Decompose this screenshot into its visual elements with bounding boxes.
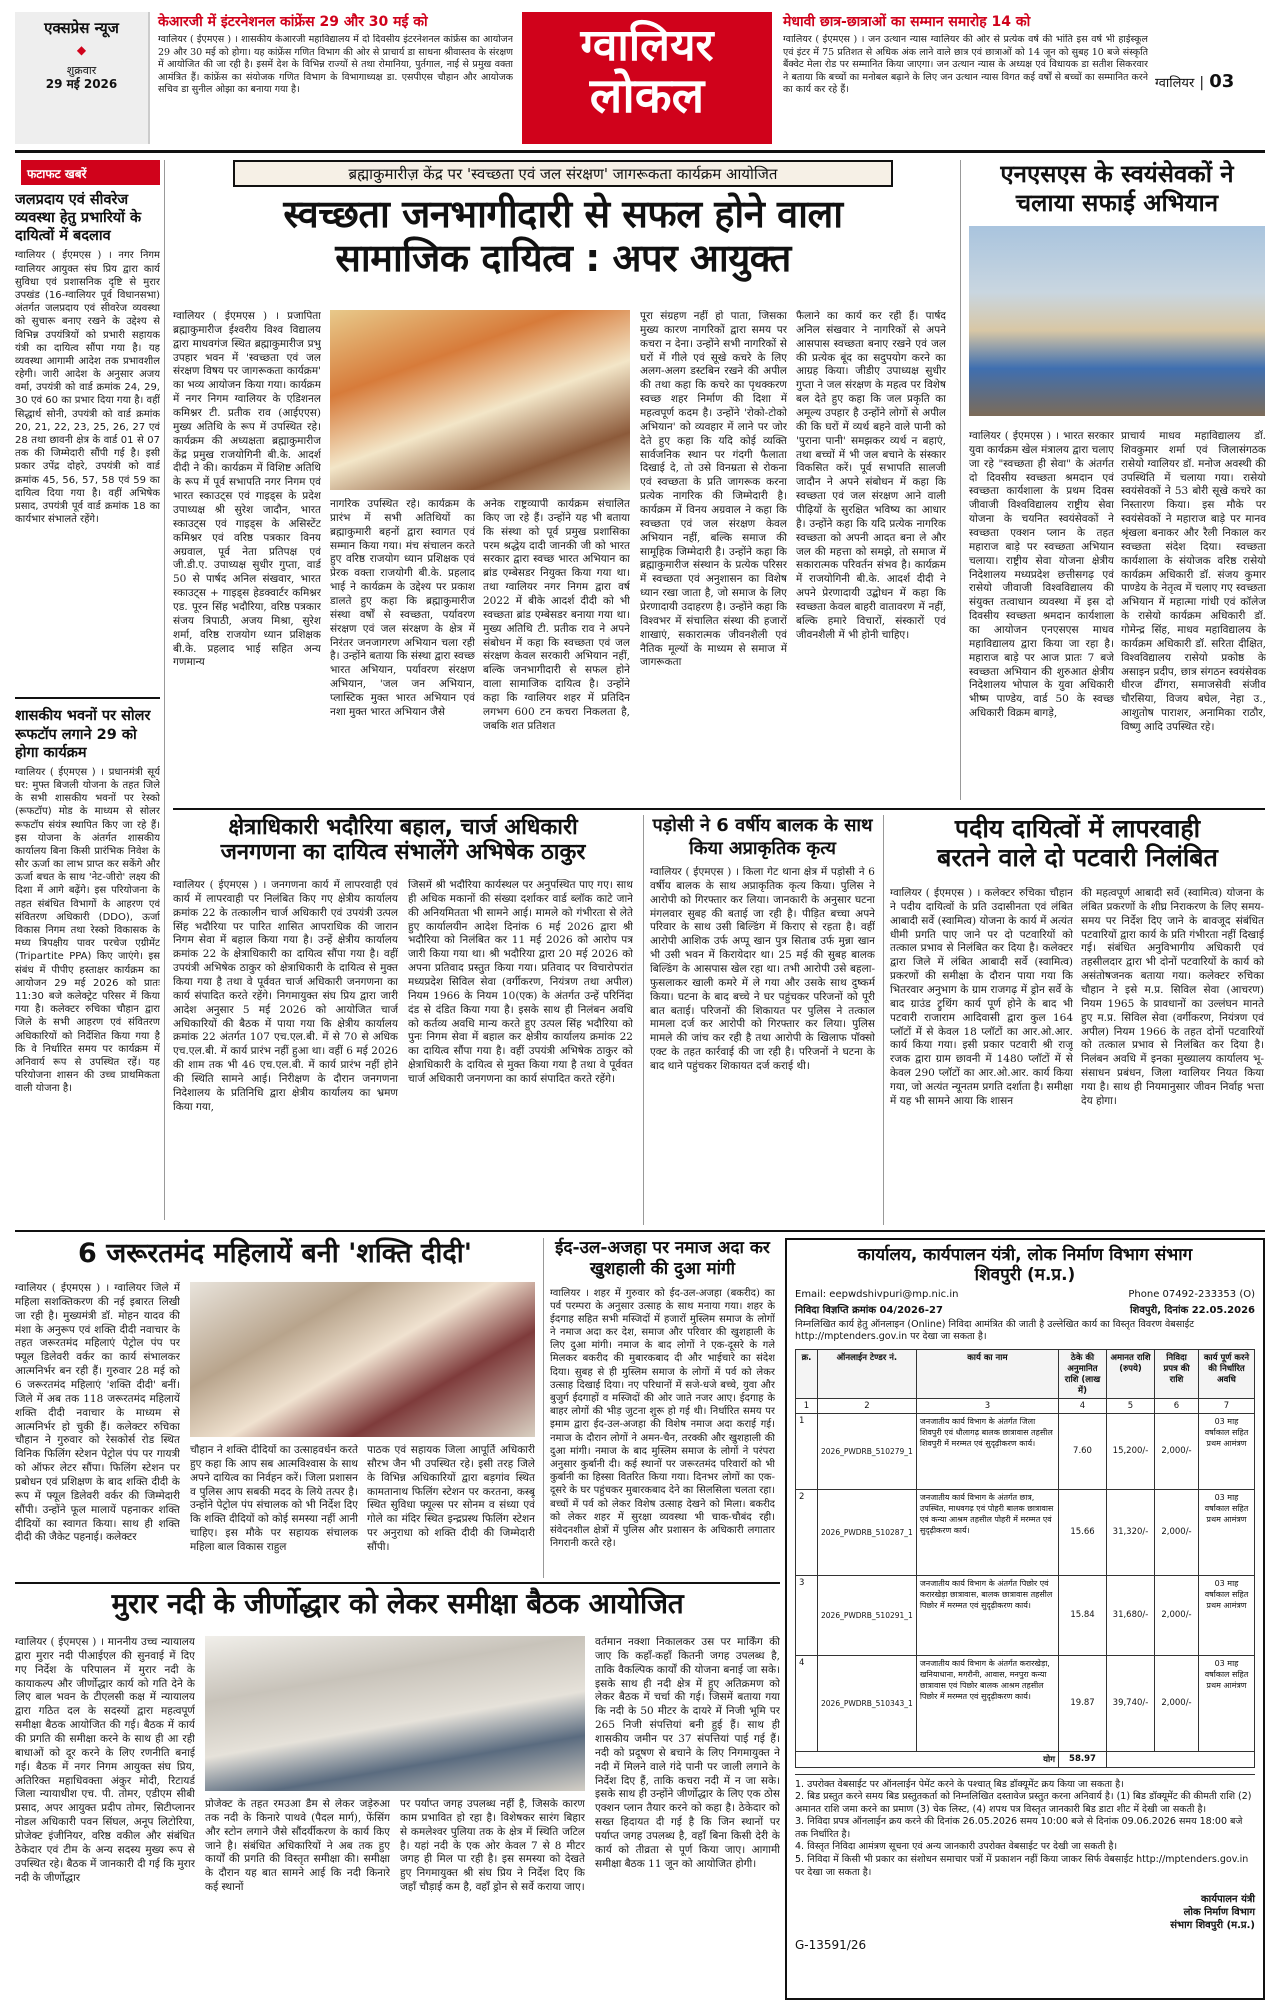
padosi-body: ग्वालियर ( ईएमएस ) । किला गेट थाना क्षेत्र में पड़ोसी ने 6 वर्षीय बालक के साथ अप्राकृतिक कृत्य किया। पुलिस ने आरोपी को गिरफ्तार कर लिया। जानकारी के अनुसार घटना मंगलवार सुबह की बताई जा रही है। पीड़ित बच्चा अपने परिवार के साथ उसी बिल्डिंग में किराए से रहता है। वहीं आरोपी आशिक उर्फ अप्पू खान पुत्र सिताब उर्फ मुन्ना खान भी उसी भवन में किरायेदार था। 25 मई की सुबह बालक बिल्डिंग के आसपास खेल रहा था। तभी आरोपी उसे बहला-फुसलाकर खाली कमरे में ले गया और उसके साथ दुष्कर्म किया। घटना के बाद बच्चे ने घर पहुंचकर परिजनों को पूरी बात बताई। परिजनों की शिकायत पर पुलिस ने तत्काल मामला दर्ज कर आरोपी को गिरफ्तार कर लिया। पुलिस मामले की जांच कर रही है तथा आरोपी के खिलाफ पॉक्सो एक्ट के तहत कार्रवाई की जा रही है। परिजनों ने घटना के बाद थाने पहुंचकर शिकायत दर्ज कराई थी।: [650, 866, 875, 1073]
section-rule-1: [173, 808, 1265, 810]
title-line2: लोकल: [589, 68, 705, 125]
title-block: [522, 12, 772, 144]
tender-note: 1. उपरोक्त वेबसाईट पर ऑनलाईन पेमेंट करने के पश्चात् बिड डॉक्यूमेंट क्रय किया जा सकता है।: [795, 1778, 1124, 1790]
shakti-col-b2: पाठक एवं सहायक जिला आपूर्ति अधिकारी सौरभ जैन भी उपस्थित रहे। इसी तरह जिले के विभिन्न अधिकारियों द्वारा बड़गांव स्थित कामतानाथ फिलिंग स्टेशन पर करतना, कस्बू स्थित सुविधा फ्यूल्स पर सोनम व संध्या एवं गोले का मंदिर स्थित इन्द्रप्रस्थ फिलिंग स्टेशन पर अनुराधा को शक्ति दीदी की जिम्मेदारी सौंपी।: [367, 1444, 535, 1554]
murar-col-b2: पर पर्याप्त जगह उपलब्ध नहीं है, जिसके कारण काम प्रभावित हो रहा है। विशेषकर सारंग बिहार से कमलेश्वर पुलिया तक के क्षेत्र में स्थिति जटिल है। यहां नदी के एक ओर केवल 7 से 8 मीटर जगह ही मिल पा रही है। इस समस्या को देखते हुए निगमायुक्त श्री संघ प्रिय ने निर्देश दिए कि जहाँ चौड़ाई कम है, वहाँ ड्रोन से सर्वे कराया जाए।: [400, 1798, 585, 1894]
top-left-story: [158, 14, 513, 142]
page-divider: |: [1199, 75, 1205, 91]
tender-table-colnums: [796, 1398, 1255, 1413]
tender-cell-no: 2026_PWDRB_510279_1: [818, 1413, 917, 1489]
tender-th: कार्य का नाम: [916, 1349, 1058, 1398]
fatafat-story1-headline: जलप्रदाय एवं सीवरेज व्यवस्था हेतु प्रभारियों के दायित्वों में बदलाव: [15, 192, 142, 245]
nss-col-2: प्राचार्य माधव महाविद्यालय डॉ. शिवकुमार शर्मा एवं जिलासंगठक रासेयो ग्वालियर डॉ. मनोज अवस्थी की उपस्थिति में चलाया गया। रासेयो स्वयंसेवकों ने 53 बोरी सूखे कचरे का निस्तारण किया। इस मौके पर स्वयंसेवकों ने महाराज बाड़े पर मानव श्रृंखला बनाकर और रैली निकाल कर स्वच्छता संदेश दिया। स्वच्छता कार्यशाला के संयोजक वरिष्ठ रासेयो कार्यक्रम अधिकारी डॉ. संजय कुमार पाण्डेय के नेतृत्व में चलाए गए स्वच्छता अभियान में महात्मा गांधी एवं कॉलेज के रासेयो कार्यक्रम अधिकारी डॉ. गोमेन्द्र सिंह, माधव महाविद्यालय के कार्यक्रम अधिकारी डॉ. सरिता दीक्षित, विश्वविद्यालय रासेयो प्रकोष्ठ के असाइन प्रदीप, छात्र संगठन स्वयंसेवक धीरज ढींगरा, समाजसेवी संजीव चौरसिया, विजय बघेल, नेहा उ., आशुतोष पाराशर, अनामिका राठौर, विष्णु आदि उपस्थित रहे।: [1121, 430, 1266, 734]
city-label: ग्वालियर: [1155, 76, 1195, 91]
lead-col-5: फैलाने का कार्य कर रही हैं। पार्षद अनिल संखवार ने नागरिकों से अपने आसपास स्वच्छता बनाए रखने एवं जल की प्रत्येक बूंद का सदुपयोग करने का आग्रह किया। जीडीए उपाध्यक्ष सुधीर गुप्ता ने जल संरक्षण के महत्व पर विशेष बल देते हुए कहा कि जल प्रकृति का अमूल्य उपहार है उन्होंने लोगों से अपील की कि घरों में व्यर्थ बहने वाले पानी को 'पुराना पानी' समझकर व्यर्थ न बहाएं, तथा बच्चों में भी जल बचाने के संस्कार विकसित करें। पूर्व सभापति सालजी जादौन ने अपने संबोधन में कहा कि स्वच्छता एवं जल संरक्षण आने वाली पीढ़ियों के सुरक्षित भविष्य का आधार है। उन्होंने कहा कि यदि प्रत्येक नागरिक स्वच्छता को अपनी आदत बना ले और जल की महत्ता को समझे, तो समाज में सकारात्मक परिवर्तन संभव है। कार्यक्रम में राजयोगिनी बी.के. आदर्श दीदी ने अपने प्रेरणादायी उद्बोधन में कहा कि स्वच्छता केवल बाहरी वातावरण में नहीं, बल्कि हमारे विचारों, संस्कारों एवं जीवनशैली में भी होनी चाहिए।: [796, 310, 946, 641]
tender-cell-no: 2026_PWDRB_510287_1: [818, 1489, 917, 1575]
tender-cell-sr: 3: [796, 1575, 818, 1655]
tender-cell-amount: 7.60: [1059, 1413, 1107, 1489]
tender-total-empty: [1107, 1751, 1255, 1767]
tender-cell-emd: 31,320/-: [1107, 1489, 1155, 1575]
masthead-rule: [15, 150, 1265, 153]
tender-colnum: 4: [1059, 1398, 1107, 1413]
lead-col-3: अनेक राष्ट्रव्यापी कार्यक्रम संचालित किए जा रहे हैं। उन्होंने यह भी बताया कि संस्था को पूर्व प्रमुख प्रशासिका परम श्रद्धेय दादी जानकी जी को भारत सरकार द्वारा स्वच्छ भारत अभियान का ब्रांड एम्बेसडर नियुक्त किया गया था। तथा ग्वालियर नगर निगम द्वारा वर्ष 2022 में बीके आदर्श दीदी को भी स्वच्छता ब्रांड एम्बेसडर बनाया गया था। मुख्य अतिथि टी. प्रतीक राव ने अपने संबोधन में कहा कि स्वच्छता एवं जल संरक्षण केवल सरकारी अभियान नहीं, बल्कि जनभागीदारी से सफल होने वाला सामाजिक दायित्व है। उन्होंने कहा कि ग्वालियर शहर में प्रतिदिन लगभग 600 टन कचरा निकलता है, जबकि शत प्रतिशत: [483, 498, 630, 732]
tender-code: G-13591/26: [795, 1938, 867, 1953]
top-left-headline: केआरजी में इंटरनेशनल कांफ्रेंस 29 और 30 मई को: [158, 14, 428, 30]
top-right-story: [783, 14, 1148, 142]
padosi-story: [643, 815, 875, 1225]
tender-cell-amount: 15.66: [1059, 1489, 1107, 1575]
tender-cell-period: 03 माह वर्षाकाल सहित प्रथम आमंत्रण: [1199, 1575, 1255, 1655]
nss-story: [960, 160, 1265, 800]
tender-notice: [785, 1238, 1265, 2000]
tender-note: 4. विस्तृत निविदा आमंत्रण सूचना एवं अन्य जानकारी उपरोक्त वेबसाईट पर देखी जा सकती है।: [795, 1841, 1118, 1853]
shakti-col-left: ग्वालियर ( ईएमएस ) । ग्वालियर जिले में महिला सशक्तिकरण की नई इबारत लिखी जा रही है। मुख्यमंत्री डॉ. मोहन यादव की मंशा के अनुरूप एवं शक्ति दीदी नवाचार के तहत जरूरतमंद महिलाएं पेट्रोल पंप पर फ्यूल डिलेवरी वर्कर का कार्य संभालकर आत्मनिर्भर बन रही हैं। गुरुवार 28 मई को 6 जरूरतमंद महिलाएं 'शक्ति दीदी' बनीं। जिले में अब तक 118 जरूरतमंद महिलायें शक्ति दीदी नवाचार के माध्यम से आत्मनिर्भर हो चुकी हैं। कलेक्टर रुचिका चौहान ने गुरुवार को रेसकोर्स रोड स्थित विनिक फिलिंग स्टेशन पेट्रोल पंप पर गायत्री को ऑफर लेटर सौंपा। फिलिंग स्टेशन पर प्रबोधन एवं प्रशिक्षण के बाद शक्ति दीदी के रूप में फ्यूल डिलेवरी वर्कर की जिम्मेदारी सौंपी। उन्होंने फूल मालायें पहनाकर शक्ति दीदियों का स्वागत किया। साथ ही शक्ति दीदी की जैकेट पहनाई। कलेक्टर: [15, 1282, 180, 1544]
shakti-photo: [190, 1282, 535, 1437]
patwari-story: [883, 815, 1265, 1225]
tender-cell-emd: 15,200/-: [1107, 1413, 1155, 1489]
tender-colnum: 5: [1107, 1398, 1155, 1413]
tender-colnum: 2: [818, 1398, 917, 1413]
murar-photo: [205, 1636, 585, 1791]
tender-cell-form: 2,000/-: [1155, 1413, 1199, 1489]
tender-cell-sr: 1: [796, 1413, 818, 1489]
lead-col-1: ग्वालियर ( ईएमएस ) । प्रजापिता ब्रह्माकुमारीज ईश्वरीय विश्व विद्यालय द्वारा माधवगंज स्थित ब्रह्माकुमारीज प्रभु उपहार भवन में 'स्वच्छता एवं जल संरक्षण विषय पर जागरूकता कार्यक्रम' का भव्य आयोजन किया गया। कार्यक्रम में नगर निगम ग्वालियर के एडिशनल कमिश्नर टी. प्रतीक राव (आईएएस) मुख्य अतिथि के रूप में उपस्थित रहे। कार्यक्रम की अध्यक्षता ब्रह्माकुमारीज केंद्र प्रमुख राजयोगिनी बी.के. आदर्श दीदी ने की। कार्यक्रम में विशिष्ट अतिथि के रूप में पूर्व सभापति नगर निगम एवं भारत स्काउट्स एवं गाइड्स के प्रदेश उपाध्यक्ष श्री सुरेश जादौन, भारत स्काउट्स एवं गाइड्स के असिस्टेंट कमिश्नर एवं वरिष्ठ पत्रकार विनय अग्रवाल, पूर्व नेता प्रतिपक्ष एवं जी.डी.ए. उपाध्यक्ष सुधीर गुप्ता, वार्ड 50 से पार्षद अनिल संखवार, भारत स्काउट्स + गाइड्स हेडक्वार्टर कमिश्नर एड. पूरन सिंह भदौरिया, वरिष्ठ पत्रकार संजय त्रिपाठी, अजय मिश्रा, सुरेश शर्मा, वरिष्ठ राजयोग ध्यान प्रशिक्षक बी.के. प्रहलाद भाई सहित अन्य गणमान्य: [173, 310, 321, 669]
patwari-col-2: की महत्वपूर्ण आबादी सर्वे (स्वामित्व) योजना के लंबित प्रकरणों के शीघ्र निराकरण के लिए समय-समय पर निर्देश दिए जाने के बावजूद संबंधित पटवारियों द्वारा कार्य के प्रति गंभीरता नहीं दिखाई गई। संबंधित अनुविभागीय अधिकारी एवं तहसीलदार द्वारा भी दोनों पटवारियों के कार्य को असंतोषजनक बताया गया। कलेक्टर रुचिका चौहान ने इसे म.प्र. सिविल सेवा (आचरण) नियम 1965 के प्रावधानों का उल्लंघन मानते हुए म.प्र. सिविल सेवा (वर्गीकरण, नियंत्रण एवं अपील) नियम 1966 के तहत दोनों पटवारियों को तत्काल प्रभाव से निलंबित कर दिया है। निलंबन अवधि में इनका मुख्यालय कार्यालय भू-संसाधन प्रबंधन, जिला ग्वालियर नियत किया गया है। साथ ही नियमानुसार जीवन निर्वाह भत्ता देय होगा।: [1081, 887, 1264, 1107]
murar-story: [15, 1588, 780, 2000]
tender-cell-period: 03 माह वर्षाकाल सहित प्रथम आमंत्रण: [1199, 1655, 1255, 1751]
tender-email: Email: eepwdshivpuri@mp.nic.in: [795, 1289, 959, 1301]
top-right-body: ग्वालियर ( ईएमएस ) । जन उत्थान न्यास ग्वालियर की ओर से प्रत्येक वर्ष की भांति इस वर्ष भी हाईस्कूल एवं इंटर में 75 प्रतिशत से अधिक अंक लाने वाले छात्र एवं छात्राओं को 14 जून को सुबह 10 बजे संस्कृति बैंक्वेट मेला रोड पर सम्मानित किया जाएगा। जन उत्थान न्यास के अध्यक्ष एवं विधायक डा सतीश सिकरवार ने बताया कि बच्चों का मनोबल बढ़ाने के लिए जन उत्थान न्यास विगत कई वर्षों से बच्चों का सम्मानित करने का कार्य कर रहे हैं।: [783, 34, 1148, 96]
patwari-col-1: ग्वालियर ( ईएमएस ) । कलेक्टर रुचिका चौहान ने पदीय दायित्वों के प्रति उदासीनता एवं लंबित आबादी सर्वे (स्वामित्व) योजना के कार्य में अत्यंत धीमी प्रगति पाए जाने पर दो पटवारियों को तत्काल प्रभाव से निलंबित कर दिया है। कलेक्टर द्वारा जिले में लंबित आबादी सर्वे (स्वामित्व) प्रकरणों की समीक्षा के दौरान पाया गया कि भितरवार अनुभाग के ग्राम राजगढ़ में ड्रोन सर्वे के बाद ग्राउंड ट्रुथिंग कार्य पूर्ण होने के बाद भी पटवारी राजाराम आदिवासी द्वारा कुल 164 प्लॉटों में से केवल 18 प्लॉटों का आर.ओ.आर. कार्य किया गया। इसी प्रकार पटवारी श्री राजू रजक द्वारा ग्राम छावनी में 1480 प्लॉटों में से केवल 290 प्लॉटों का आर.ओ.आर. कार्य किया गया, जो अत्यंत न्यूनतम प्रगति दर्शाता है। समीक्षा में यह भी सामने आया कि शासन: [890, 887, 1073, 1107]
signature-line-1: कार्यपालन यंत्री: [1200, 1894, 1255, 1906]
top-right-headline: मेधावी छात्र-छात्राओं का सम्मान समारोह 14 को: [783, 14, 1031, 30]
bhadoria-col-2: जिसमें श्री भदौरिया कार्यस्थल पर अनुपस्थित पाए गए। साथ ही अधिक मकानों की संख्या दर्शाकर वार्ड ब्लॉक काटे जाने की अनियमितता भी सामने आई। मामले को गंभीरता से लेते हुए कार्यालयीन आदेश दिनांक 6 मई 2026 द्वारा श्री भदौरिया को निलंबित कर 11 मई 2026 को आरोप पत्र जारी किया गया था। श्री भदौरिया द्वारा 20 मई 2026 को अपना प्रतिवाद प्रस्तुत किया गया। प्रतिवाद पर विचारोपरांत मध्यप्रदेश सिविल सेवा (वर्गीकरण, नियंत्रण तथा अपील) नियम 1966 के नियम 10(एक) के अंतर्गत उन्हें परिनिंदा दंड से दंडित किया गया है। इसके साथ ही निलंबन अवधि को कर्तव्य अवधि मान्य करते हुए उत्पल सिंह भदौरिया को पुनः निगम सेवा में बहाल कर क्षेत्रीय कार्यालय क्रमांक 22 का दायित्व सौंपा गया है। वहीं उपयंत्री अभिषेक ठाकुर को क्षेत्राधिकारी के दायित्व से मुक्त किया गया है तथा वे पूर्ववत चार्ज अधिकारी जनगणना का कार्य संपादित करते रहेंगे।: [408, 879, 633, 1086]
fatafat-label-box: [21, 160, 160, 185]
table-row: [796, 1575, 1255, 1655]
fatafat-label: फटाफट खबरें: [27, 167, 87, 181]
signature-line-2: लोक निर्माण विभाग: [1183, 1907, 1255, 1919]
shakti-story: [15, 1238, 535, 1578]
tender-table-header: [796, 1349, 1255, 1398]
tender-cell-emd: 39,740/-: [1107, 1655, 1155, 1751]
patwari-headline-1: पदीय दायित्वों में लापरवाही: [954, 814, 1201, 843]
tender-total-value: 58.97: [1059, 1751, 1107, 1767]
tender-th: कार्य पूर्ण करने की निर्धारित अवधि: [1199, 1349, 1255, 1398]
lead-story: [173, 160, 953, 800]
section-rule-3: [15, 1582, 780, 1584]
tender-th: निविदा प्रपत्र की राशि: [1155, 1349, 1199, 1398]
page-number: 03: [1209, 71, 1235, 92]
lead-kicker-box: [233, 160, 893, 187]
tender-th: अमानत राशि (रुपये): [1107, 1349, 1155, 1398]
tender-cell-form: 2,000/-: [1155, 1489, 1199, 1575]
fatafat-divider: [15, 697, 160, 699]
eid-story: [543, 1238, 775, 1578]
bhadoria-headline-1: क्षेत्राधिकारी भदौरिया बहाल, चार्ज अधिकारी: [228, 815, 578, 840]
tender-notice-no: निविदा विज्ञप्ति क्रमांक 04/2026-27: [795, 1305, 943, 1317]
patwari-headline-2: बरतने वाले दो पटवारी निलंबित: [937, 842, 1218, 872]
tender-title-2: शिवपुरी (म.प्र.): [974, 1264, 1076, 1285]
lead-headline-2: सामाजिक दायित्व : अपर आयुक्त: [335, 235, 791, 280]
tender-colnum: 6: [1155, 1398, 1199, 1413]
murar-col-2: वर्तमान नक्शा निकालकर उस पर मार्किंग की जाए कि कहाँ-कहाँ कितनी जगह उपलब्ध है, ताकि वैकल्पिक कार्यों की योजना बनाई जा सके। इसके साथ ही नदी क्षेत्र में हुए अतिक्रमण को लेकर बैठक में चर्चा की गई। जिसमें बताया गया कि नदी के 50 मीटर के दायरे में निजी भूमि पर 265 निजी संपत्तियां बनी हुई हैं। साथ ही शासकीय जमीन पर 37 संपत्तियां पाई गई हैं। नदी को प्रदूषण से बचाने के लिए निगमायुक्त ने नदी में मिलने वाले गंदे पानी पर जाली लगाने के निर्देश दिए हैं, ताकि कचरा नदी में न जा सके। इसके साथ ही उन्होंने जीर्णोद्धार के लिए एक ठोस एक्शन प्लान तैयार करने को कहा है। ठेकेदार को सख्त हिदायत दी गई है कि जिन स्थानों पर पर्याप्त जगह उपलब्ध है, वहाँ बिना किसी देरी के कार्य को तीव्रता से पूर्ण किया जाए। आगामी समीक्षा बैठक 11 जून को आयोजित होगी।: [595, 1636, 780, 1870]
fatafat-column: [15, 160, 165, 1220]
tender-cell-emd: 31,680/-: [1107, 1575, 1155, 1655]
tender-cell-work: जनजातीय कार्य विभाग के अंतर्गत पिछोर एवं करारखेड़ा छात्रावास, बालक छात्रावास तहसील पिछोर में मरम्मत एवं सुदृढ़ीकरण कार्य।: [916, 1575, 1058, 1655]
date-box: [15, 12, 150, 144]
tender-note: 2. बिड प्रस्तुत करने समय बिड प्रस्तुतकर्ता को निम्नलिखित दस्तावेज प्रस्तुत करना अनिवार्य है। (1) बिड डॉक्यूमेंट की कीमती राशि (2) अमानत राशि जमा करने का प्रमाण (3) चेक लिस्ट, (4) शपथ पत्र विस्तृत जानकारी बिड डाटा शीट में देखी जा सकती है।: [795, 1791, 1252, 1815]
lead-photo: [330, 310, 630, 490]
fatafat-story2-headline: शासकीय भवनों पर सोलर रूफटॉप लगाने 29 को होगा कार्यक्रम: [15, 708, 151, 761]
tender-cell-form: 2,000/-: [1155, 1655, 1199, 1751]
tender-note: 3. निविदा प्रपत्र ऑनलाईन क्रय करने की दिनांक 26.05.2026 समय 10:00 बजे से दिनांक 09.06.2026 समय 18:00 बजे तक निर्धारित है।: [795, 1816, 1243, 1840]
tender-colnum: 3: [916, 1398, 1058, 1413]
page-info: [1155, 72, 1265, 98]
table-row: [796, 1655, 1255, 1751]
tender-cell-work: जनजातीय कार्य विभाग के अंतर्गत करारखेड़ा, खनियाधाना, मगरौनी, आवास, मनपुरा कन्या छात्रावास एवं पिछोर बालक आश्रम तहसील पिछोर में मरम्मत एवं सुदृढ़ीकरण कार्य।: [916, 1655, 1058, 1751]
tender-cell-form: 2,000/-: [1155, 1575, 1199, 1655]
shakti-col-b1: चौहान ने शक्ति दीदियों का उत्साहवर्धन करते हुए कहा कि आप सब आत्मविश्वास के साथ अपने दायित्व का निर्वहन करें। जिला प्रशासन व पुलिस आप सबकी मदद के लिये तत्पर है। उन्होंने पेट्रोल पंप संचालक को भी निर्देश दिए कि शक्ति दीदियों को कोई समस्या नहीं आनी चाहिए। इस मौके पर सहायक संचालक महिला बाल विकास राहुल: [190, 1444, 358, 1554]
eid-headline: ईद-उल-अजहा पर नमाज अदा कर खुशहाली की दुआ मांगी: [555, 1238, 770, 1280]
table-row: [796, 1489, 1255, 1575]
day-label: शुक्रवार: [66, 64, 97, 78]
tender-signature: [795, 1893, 1255, 1932]
tender-th: क्र.: [796, 1349, 818, 1398]
lead-col-4: पूरा संग्रहण नहीं हो पाता, जिसका मुख्य कारण नागरिकों द्वारा समय पर कचरा न देना। उन्होंने सभी नागरिकों से घरों में गीले एवं सूखे कचरे के लिए अलग-अलग डस्टबिन रखने की अपील की तथा कहा कि कचरे का पृथक्करण स्वच्छ शहर निर्माण की दिशा में महत्वपूर्ण कदम है। उन्होंने 'रोको-टोको अभियान' को व्यवहार में लाने पर जोर देते हुए कहा कि यदि कोई व्यक्ति सार्वजनिक स्थान पर गंदगी फैलाता दिखाई दे, तो उसे विनम्रता से रोकना एवं स्वच्छता के प्रति जागरूक करना प्रत्येक नागरिक की जिम्मेदारी है। कार्यक्रम में विनय अग्रवाल ने कहा कि स्वच्छता एवं जल संरक्षण केवल अभियान नहीं, बल्कि समाज की सामूहिक जिम्मेदारी है। उन्होंने कहा कि ब्रह्माकुमारीज संस्थान के प्रत्येक परिसर में स्वच्छता एवं अनुशासन का विशेष ध्यान रखा जाता है, जो समाज के लिए प्रेरणादायी उदाहरण है। उन्होंने कहा कि विश्वभर में संचालित संस्था की हजारों शाखाएं, सकारात्मक जीवनशैली एवं नैतिक मूल्यों के माध्यम से समाज में जागरूकता: [640, 310, 787, 669]
lead-col-2: नागरिक उपस्थित रहे। कार्यक्रम के प्रारंभ में सभी अतिथियों का ब्रह्माकुमारी बहनों द्वारा स्वागत एवं सम्मान किया गया। मंच संचालन करते हुए वरिष्ठ राजयोग ध्यान प्रशिक्षक एवं प्रेरक वक्ता राजयोगी बी.के. प्रहलाद भाई ने कार्यक्रम के उद्देश्य पर प्रकाश डालते हुए कहा कि ब्रह्माकुमारीज संस्था वर्षों से स्वच्छता, पर्यावरण संरक्षण एवं जल संरक्षण के क्षेत्र में निरंतर जनजागरण अभियान चला रही है। उन्होंने बताया कि संस्था द्वारा स्वच्छ भारत अभियान, पर्यावरण संरक्षण अभियान, 'जल जन अभियान, प्लास्टिक मुक्त भारत अभियान एवं नशा मुक्त भारत अभियान जैसे: [330, 498, 475, 718]
padosi-headline: पड़ोसी ने 6 वर्षीय बालक के साथ किया अप्राकृतिक कृत्य: [652, 815, 873, 859]
tender-th: ठेके की अनुमानित राशि (लाख में): [1059, 1349, 1107, 1398]
tender-cell-period: 03 माह वर्षाकाल सहित प्रथम आमंत्रण: [1199, 1413, 1255, 1489]
top-left-body: ग्वालियर ( ईएमएस ) । शासकीय केआरजी महाविद्यालय में दो दिवसीय इंटरनेशनल कांफ्रेंस का आयोजन 29 और 30 मई को होगा। यह कांफ्रेंस गणित विभाग की ओर से प्राचार्य डा साधना श्रीवास्तव के संरक्षण में आयोजित की जा रही है। इसमें देश के विभिन्न राज्यों से तथा रोमानिया, पुर्तगाल, नाई से प्रमुख वक्ता आमंत्रित हैं। कांफ्रेंस का संयोजक गणित विभाग के विभागाध्यक्ष डा. एसपीएस चौहान और आयोजक सचिव डा सुनील ओझा का बनाया गया है।: [158, 34, 513, 96]
tender-cell-no: 2026_PWDRB_510291_1: [818, 1575, 917, 1655]
eid-body: ग्वालियर । शहर में गुरुवार को ईद-उल-अजहा (बकरीद) का पर्व परम्परा के अनुसार उत्साह के साथ मनाया गया। शहर के ईदगाह सहित सभी मस्जिदों में हजारों मुस्लिम समाज के लोगों ने नमाज अदा कर देश, समाज और परिवार की खुशहाली के लिए दुआ मांगी। नमाज के बाद लोगों ने एक-दूसरे के गले मिलकर बकरीद की मुबारकबाद दी और भाईचारे का संदेश दिया। सुबह से ही मुस्लिम समाज के लोगों में पर्व को लेकर उत्साह दिखाई दिया। नए परिधानों में सजे-धजे बच्चे, युवा और बुजुर्ग ईदगाहों व मस्जिदों की ओर जाते नजर आए। ईदगाह के बाहर लोगों की भीड़ जुटना शुरू हो गई थी। निर्धारित समय पर इमाम द्वारा ईद-उल-अजहा की विशेष नमाज अदा कराई गई। नमाज के दौरान लोगों ने अमन-चैन, तरक्की और खुशहाली की दुआ मांगी। नमाज के बाद मुस्लिम समाज के लोगों ने परंपरा अनुसार कुर्बानी दी। कई स्थानों पर जरूरतमंद परिवारों को भी कुर्बानी का हिस्सा वितरित किया गया। दिनभर लोगों का एक-दूसरे के घर पहुंचकर मुबारकबाद देने का सिलसिला चलता रहा। बच्चों में पर्व को लेकर विशेष उत्साह देखने को मिला। बकरीद को लेकर शहर में सुरक्षा व्यवस्था भी चाक-चौबंद रही। संवेदनशील क्षेत्रों में पुलिस और प्रशासन के अधिकारी लगातार निगरानी करते रहे।: [550, 1287, 775, 1550]
shakti-headline: 6 जरूरतमंद महिलायें बनी 'शक्ति दीदी': [78, 1238, 472, 1269]
tender-cell-sr: 4: [796, 1655, 818, 1751]
section-rule-2: [15, 1230, 1265, 1232]
tender-total-label: योग: [796, 1751, 1059, 1767]
tender-cell-no: 2026_PWDRB_510343_1: [818, 1655, 917, 1751]
tender-cell-work: जनजातीय कार्य विभाग के अंतर्गत जिला शिवपुरी एवं धौलागढ़ बालक छात्रावास तहसील शिवपुरी में मरम्मत एवं सुदृढ़ीकरण कार्य।: [916, 1413, 1058, 1489]
diamond-icon: ◆: [76, 43, 87, 58]
tender-contact-row: [795, 1289, 1255, 1300]
tender-table: [795, 1349, 1255, 1768]
tender-colnum: 1: [796, 1398, 818, 1413]
tender-cell-sr: 2: [796, 1489, 818, 1575]
fatafat-story1-body: ग्वालियर ( ईएमएस ) । नगर निगम ग्वालियर आयुक्त संघ प्रिय द्वारा कार्य सुविधा एवं प्रशासनिक दृष्टि से मुरार उपखंड (16-ग्वालियर पूर्व विधानसभा) अंतर्गत जलप्रदाय एवं सीवरेज व्यवस्था को सुचारू बनाए रखने के उद्देश्य से विभिन्न उपयंत्रियों को प्रभारी सहायक यंत्री का दायित्व सौंपा गया है। यह व्यवस्था आगामी आदेश तक प्रभावशील रहेगी। जारी आदेश के अनुसार अजय वर्मा, उपयंत्री को वार्ड क्रमांक 24, 29, 30 एवं 60 का प्रभार दिया गया है। वहीं सिद्धार्थ सोनी, उपयंत्री को वार्ड क्रमांक 20, 21, 22, 23, 25, 26, 27 एवं 28 तथा छावनी क्षेत्र के वार्ड 01 से 07 तक की जिम्मेदारी सौंपी गई है। इसी प्रकार उपेंद्र दोहरे, उपयंत्री को वार्ड क्रमांक 45, 56, 57, 58 एवं 59 का दायित्व दिया गया है। वहीं अभिषेक प्रसाद, उपयंत्री पूर्व वार्ड क्रमांक 18 का कार्यभार संभालते रहेंगे।: [15, 250, 160, 526]
nss-headline: एनएसएस के स्वयंसेवकों ने चलाया सफाई अभियान: [1000, 160, 1234, 217]
tender-title-1: कार्यालय, कार्यपालन यंत्री, लोक निर्माण विभाग संभाग: [857, 1245, 1193, 1265]
tender-cell-amount: 15.84: [1059, 1575, 1107, 1655]
fatafat-story2-body: ग्वालियर ( ईएमएस ) । प्रधानमंत्री सूर्य घर: मुफ्त बिजली योजना के तहत जिले के सभी शासकीय भवनों पर रेस्को (रूफटॉप) मोड के माध्यम से सोलर रूफटॉप संयंत्र स्थापित किए जा रहे हैं। इस योजना के अंतर्गत शासकीय कार्यालय बिना किसी प्रारंभिक निवेश के सौर ऊर्जा का लाभ प्राप्त कर सकेंगे और ऊर्जा बचत के साथ 'नेट-जीरो' लक्ष्य की दिशा में आगे बढ़ेंगे। इस परियोजना के तहत संबंधित विभागों के आहरण एवं संवितरण अधिकारी (DDO), ऊर्जा विकास निगम तथा रेस्को विकासक के मध्य त्रिपक्षीय पावर परचेज एग्रीमेंट (Tripartite PPA) किए जाएंगे। इस संबंध में पीपीए हस्ताक्षर कार्यक्रम का आयोजन 29 मई 2026 को प्रातः 11:30 बजे कलेक्ट्रेट परिसर में किया गया है। कलेक्टर रुचिका चौहान द्वारा जिले के सभी आहरण एवं संवितरण अधिकारियों को निर्देशित किया गया है कि वे निर्धारित समय पर कार्यक्रम में अनिवार्य रूप से उपस्थित रहें। यह परियोजना शासन की उच्च प्राथमिकता वाली योजना है।: [15, 766, 160, 1095]
murar-col-b1: प्रोजेक्ट के तहत रमउआ डैम से लेकर जड़ेरुआ तक नदी के किनारे पाथवे (पैदल मार्ग), फेंसिंग और स्टोन लगाने जैसे सौंदर्यीकरण के कार्य किए जाने है। संबंधित अधिकारियों ने अब तक हुए कार्यों की प्रगति की विस्तृत समीक्षा की। समीक्षा के दौरान यह बात सामने आई कि नदी किनारे कई स्थानों: [205, 1798, 390, 1894]
nss-photo: [969, 226, 1265, 416]
tender-cell-amount: 19.87: [1059, 1655, 1107, 1751]
tender-notice-row: [795, 1302, 1255, 1316]
tender-dated: शिवपुरी, दिनांक 22.05.2026: [1129, 1305, 1255, 1317]
tender-cell-work: जनजातीय कार्य विभाग के अंतर्गत छात्र, उपस्थित, माधवगढ़ एवं पोहरी बालक छात्रावास एवं कन्या आश्रम तहसील पोहरी में मरम्मत एवं सुदृढ़ीकरण कार्य।: [916, 1489, 1058, 1575]
lead-headline-1: स्वच्छता जनभागीदारी से सफल होने वाला: [283, 192, 843, 237]
murar-headline: मुरार नदी के जीर्णोद्धार को लेकर समीक्षा बैठक आयोजित: [111, 1587, 684, 1620]
murar-col-1: ग्वालियर ( ईएमएस ) । माननीय उच्च न्यायालय द्वारा मुरार नदी पीआईएल की सुनवाई में दिए गए निर्देश के परिपालन में मुरार नदी के कायाकल्प और जीर्णोद्धार कार्य को गति देने के लिए बाल भवन के टीएलसी कक्ष में न्यायालय द्वारा गठित दल के सदस्यों द्वारा महत्वपूर्ण समीक्षा बैठक आयोजित की गई। बैठक में कार्य की प्रगति की समीक्षा करने के साथ ही आ रही बाधाओं को दूर करने के लिए रणनीति बनाई गई। बैठक में नगर निगम आयुक्त संघ प्रिय, अतिरिक्त महाधिवक्ता अंकुर मोदी, रिटायर्ड जिला न्यायाधीश एच. पी. तोमर, एडीएम सीबी प्रसाद, अपर आयुक्त प्रदीप तोमर, सिटीप्लानर नोडल अधिकारी पवन सिंघल, अनूप लिटोरिया, प्रोजेक्ट इंजीनियर, वरिष्ठ वकील और संबंधित ठेकेदार एवं टीम के अन्य सदस्य मुख्य रूप से उपस्थित रहे। बैठक में जानकारी दी गई कि मुरार नदी के जीर्णोद्धार: [15, 1636, 195, 1884]
masthead: [15, 12, 1265, 144]
title-line1: ग्वालियर: [580, 20, 714, 71]
tender-intro: निम्नलिखित कार्य हेतु ऑनलाइन (Online) निविदा आमंत्रित की जाती है उल्लेखित कार्य का विस्तृत विवरण वेबसाईट http://mptenders.gov.in पर देखा जा सकता है।: [795, 1319, 1195, 1343]
table-row: [796, 1413, 1255, 1489]
lead-kicker: ब्रह्माकुमारीज़ केंद्र पर 'स्वच्छता एवं जल संरक्षण' जागरूकता कार्यक्रम आयोजित: [348, 165, 778, 183]
tender-th: ऑनलाईन टेण्डर नं.: [818, 1349, 917, 1398]
nss-col-1: ग्वालियर ( ईएमएस ) । भारत सरकार युवा कार्यक्रम खेल मंत्रालय द्वारा चलाए जा रहे "स्वच्छता ही सेवा" के अंतर्गत दो दिवसीय स्वच्छता श्रमदान एवं स्वच्छता कार्यशाला के प्रथम दिवस जीवाजी विश्वविद्यालय राष्ट्रीय सेवा योजना के चयनित स्वयंसेवकों ने स्वच्छता एक्शन प्लान के तहत महाराज बाड़े पर स्वच्छता अभियान चलाया। राष्ट्रीय सेवा योजना क्षेत्रीय निदेशालय मध्यप्रदेश छत्तीसगढ़ एवं रासेयो जीवाजी विश्वविद्यालय की संयुक्त तत्वाधान व्यवस्था में इस दो दिवसीय स्वच्छता श्रमदान कार्यशाला का आयोजन एनएसएस माधव महाविद्यालय द्वारा किया जा रहा है। महाराज बाड़े पर आज प्रातः 7 बजे स्वच्छता अभियान की शुरुआत क्षेत्रीय निदेशालय भोपाल के युवा अधिकारी भीष्म पाण्डेय, वार्ड 50 के स्वच्छ अधिकारी विक्रम बागड़े,: [969, 430, 1114, 720]
tender-note: 5. निविदा में किसी भी प्रकार का संशोधन समाचार पत्रों में प्रकाशन नहीं किया जाकर सिर्फ वेबसाईट http://mptenders.gov.in पर देखा जा सकता है।: [795, 1853, 1249, 1878]
date-label: 29 मई 2026: [45, 77, 118, 92]
tender-total-row: [796, 1751, 1255, 1767]
express-label: एक्सप्रेस न्यूज: [44, 19, 119, 37]
tender-colnum: 7: [1199, 1398, 1255, 1413]
signature-line-3: संभाग शिवपुरी (म.प्र.): [1170, 1920, 1255, 1932]
bhadoria-headline-2: जनगणना का दायित्व संभालेंगे अभिषेक ठाकुर: [220, 840, 586, 866]
tender-notes: [795, 1774, 1255, 1879]
tender-phone: Phone 07492-233353 (O): [1128, 1289, 1255, 1301]
bhadoria-story: [173, 815, 633, 1225]
tender-cell-period: 03 माह वर्षाकाल सहित प्रथम आमंत्रण: [1199, 1489, 1255, 1575]
bhadoria-col-1: ग्वालियर ( ईएमएस ) । जनगणना कार्य में लापरवाही एवं कार्य में लापरवाही पर निलंबित किए गए क्षेत्रीय कार्यालय क्रमांक 22 के तत्कालीन चार्ज अधिकारी एवं उपयंत्री उत्पल सिंह भदौरिया पर पारित शासित आपराधिक की जारान निगम सेवा में बहाल किया गया है। उन्हें क्षेत्रीय कार्यालय क्रमांक 22 के क्षेत्राधिकारी का दायित्व सौंपा गया है। वहीं उपयंत्री अभिषेक ठाकुर को क्षेत्राधिकारी के दायित्व से मुक्त किया गया है तथा वे पूर्ववत चार्ज अधिकारी जनगणना का कार्य संपादित करते रहेंगे। निगमायुक्त संघ प्रिय द्वारा जारी आदेश अनुसार 5 मई 2026 को आयोजित चार्ज अधिकारियों की बैठक में पाया गया कि क्षेत्रीय कार्यालय क्रमांक 22 अंतर्गत 107 एच.एल.बी. में से 70 से अधिक एच.एल.बी. में कार्य प्रारंभ नहीं हुआ था। वहीं 6 मई 2026 की शाम तक भी 46 एच.एल.बी. में कार्य प्रारंभ नहीं होने की स्थिति सामने आई। निरीक्षण के दौरान जनगणना निदेशालय के प्रतिनिधि द्वारा क्षेत्रीय कार्यालय का भ्रमण किया गया,: [173, 879, 398, 1113]
